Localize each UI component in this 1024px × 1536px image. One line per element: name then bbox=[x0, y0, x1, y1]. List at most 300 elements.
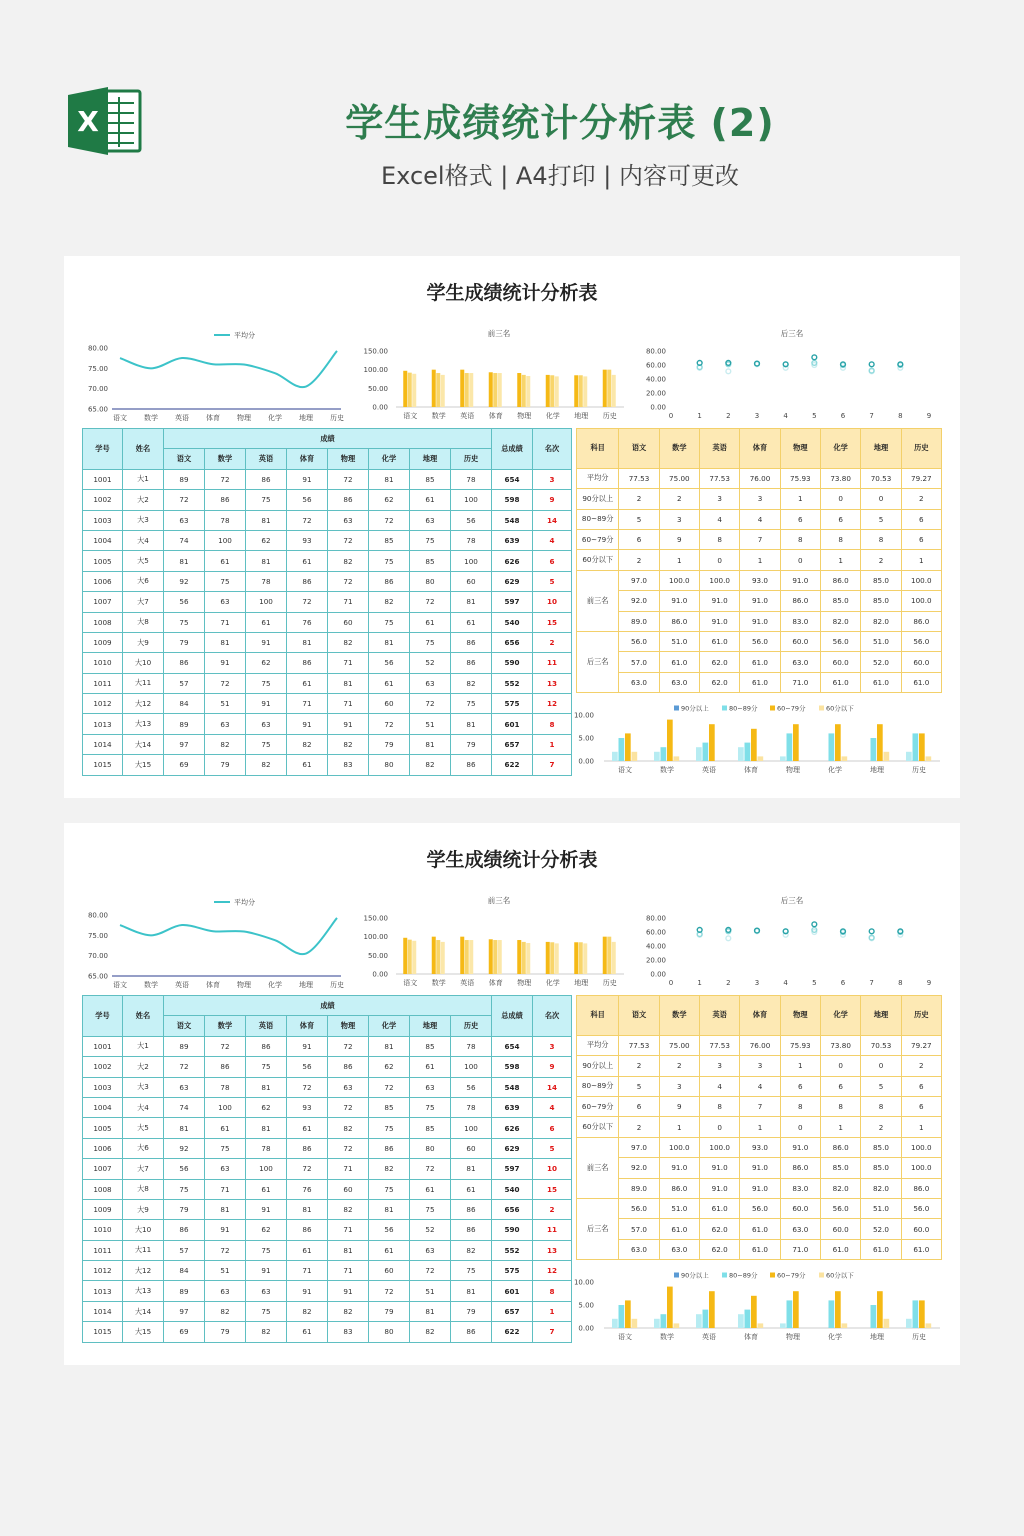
table-cell: 80 bbox=[369, 755, 410, 775]
x-tick-label: 体育 bbox=[206, 981, 220, 989]
x-tick-label: 数学 bbox=[431, 412, 446, 420]
table-cell: 1 bbox=[533, 1301, 572, 1321]
stat-label: 80~89分 bbox=[577, 509, 619, 529]
scatter-point bbox=[869, 929, 874, 934]
avg-line-chart bbox=[82, 893, 347, 993]
x-tick-label: 5 bbox=[812, 979, 817, 987]
table-cell: 63 bbox=[410, 673, 451, 693]
table-cell: 100 bbox=[205, 530, 246, 550]
table-cell: 1003 bbox=[83, 1077, 123, 1097]
rank-cell: 91.0 bbox=[780, 570, 820, 590]
sheet-title: 学生成绩统计分析表 bbox=[426, 282, 598, 304]
table-row bbox=[83, 1159, 572, 1179]
table-cell: 1009 bbox=[83, 632, 123, 652]
bar bbox=[667, 1287, 673, 1328]
rank-cell: 61.0 bbox=[901, 672, 941, 692]
table-cell: 1009 bbox=[83, 1199, 123, 1219]
stat-label: 80~89分 bbox=[577, 1076, 619, 1096]
header-total: 总成绩 bbox=[492, 429, 533, 470]
legend-label: 60~79分 bbox=[777, 704, 806, 713]
table-cell: 1001 bbox=[83, 1036, 123, 1056]
stat-cell: 6 bbox=[901, 529, 941, 549]
rank-row bbox=[577, 672, 942, 692]
bar bbox=[493, 373, 497, 407]
table-cell: 72 bbox=[328, 1097, 369, 1117]
header-subject: 体育 bbox=[287, 1016, 328, 1036]
stat-cell: 0 bbox=[700, 1117, 740, 1137]
table-cell: 8 bbox=[533, 1281, 572, 1301]
sheet-preview-2 bbox=[64, 823, 960, 1365]
bottom3-scatter-chart bbox=[644, 326, 944, 426]
top3-bar-chart bbox=[362, 893, 632, 993]
x-tick-label: 2 bbox=[726, 979, 731, 987]
header-subject: 地理 bbox=[861, 996, 901, 1036]
table-cell: 60 bbox=[451, 1138, 492, 1158]
x-tick-label: 体育 bbox=[488, 412, 503, 420]
avg-line-series bbox=[120, 918, 337, 954]
x-tick-label: 历史 bbox=[330, 981, 344, 989]
table-cell: 52 bbox=[410, 653, 451, 673]
rank-cell: 62.0 bbox=[700, 672, 740, 692]
table-cell: 629 bbox=[492, 1138, 533, 1158]
rank-row bbox=[577, 1219, 942, 1239]
stat-cell: 6 bbox=[901, 1096, 941, 1116]
table-cell: 86 bbox=[164, 653, 205, 673]
header-subject: 数学 bbox=[205, 1016, 246, 1036]
stat-cell: 5 bbox=[619, 1076, 659, 1096]
bar bbox=[412, 941, 416, 974]
bar bbox=[403, 371, 407, 407]
table-cell: 60 bbox=[328, 612, 369, 632]
rank-cell: 61.0 bbox=[740, 1239, 780, 1259]
header-subject: 化学 bbox=[820, 996, 860, 1036]
legend-label: 60分以下 bbox=[826, 704, 854, 713]
table-cell: 大12 bbox=[123, 694, 164, 714]
x-tick-label: 9 bbox=[926, 412, 932, 420]
table-cell: 575 bbox=[492, 694, 533, 714]
table-cell: 71 bbox=[287, 694, 328, 714]
stat-row bbox=[577, 1076, 942, 1096]
rank-cell: 93.0 bbox=[740, 1137, 780, 1157]
table-cell: 1007 bbox=[83, 592, 123, 612]
header-subject: 体育 bbox=[740, 429, 780, 469]
rank-cell: 91.0 bbox=[740, 591, 780, 611]
x-tick-label: 语文 bbox=[618, 1333, 632, 1341]
rank-cell: 56.0 bbox=[619, 1198, 659, 1218]
table-cell: 1008 bbox=[83, 1179, 123, 1199]
y-tick-label: 80.00 bbox=[87, 911, 108, 920]
bar bbox=[842, 1323, 848, 1328]
rank-cell: 61.0 bbox=[659, 1219, 699, 1239]
table-cell: 72 bbox=[369, 714, 410, 734]
rank-cell: 52.0 bbox=[861, 1219, 901, 1239]
bar bbox=[546, 375, 550, 407]
table-cell: 78 bbox=[451, 1036, 492, 1056]
table-cell: 72 bbox=[410, 592, 451, 612]
x-tick-label: 地理 bbox=[299, 414, 313, 422]
legend-label: 60分以下 bbox=[826, 1271, 854, 1280]
page-subtitle: Excel格式 | A4打印 | 内容可更改 bbox=[381, 162, 739, 190]
stat-cell: 6 bbox=[780, 1076, 820, 1096]
header-name: 姓名 bbox=[123, 996, 164, 1037]
legend-swatch bbox=[674, 706, 679, 711]
bar bbox=[926, 1323, 932, 1328]
stat-cell: 9 bbox=[659, 529, 699, 549]
table-cell: 78 bbox=[451, 530, 492, 550]
table-cell: 656 bbox=[492, 1199, 533, 1219]
header-subject: 物理 bbox=[780, 996, 820, 1036]
legend-label: 平均分 bbox=[234, 898, 255, 907]
x-tick-label: 物理 bbox=[237, 981, 251, 989]
table-cell: 1012 bbox=[83, 1261, 123, 1281]
top3-label: 前三名 bbox=[577, 570, 619, 631]
bar bbox=[703, 743, 709, 761]
y-tick-label: 100.00 bbox=[363, 933, 388, 942]
table-cell: 1013 bbox=[83, 714, 123, 734]
bar bbox=[751, 729, 757, 761]
table-cell: 1015 bbox=[83, 1322, 123, 1342]
table-cell: 86 bbox=[246, 469, 287, 489]
rank-cell: 60.0 bbox=[820, 652, 860, 672]
header-subject: 地理 bbox=[410, 1016, 451, 1036]
bar bbox=[906, 752, 912, 761]
table-row bbox=[83, 1301, 572, 1321]
header-subject-label: 科目 bbox=[577, 429, 619, 469]
table-cell: 82 bbox=[328, 1301, 369, 1321]
bar bbox=[583, 943, 587, 974]
y-tick-label: 150.00 bbox=[363, 914, 388, 923]
stat-row bbox=[577, 550, 942, 570]
table-row bbox=[83, 734, 572, 754]
table-cell: 56 bbox=[287, 490, 328, 510]
table-cell: 91 bbox=[328, 1281, 369, 1301]
header-rank: 名次 bbox=[533, 996, 572, 1037]
x-tick-label: 物理 bbox=[517, 979, 532, 987]
table-cell: 79 bbox=[369, 1301, 410, 1321]
table-cell: 大4 bbox=[123, 530, 164, 550]
bar bbox=[787, 733, 793, 761]
bar bbox=[607, 370, 611, 407]
header-subject: 地理 bbox=[861, 429, 901, 469]
stat-cell: 79.27 bbox=[901, 1035, 941, 1055]
rank-cell: 100.0 bbox=[901, 591, 941, 611]
stat-row bbox=[577, 529, 942, 549]
rank-cell: 56.0 bbox=[740, 631, 780, 651]
x-tick-label: 数学 bbox=[431, 979, 446, 987]
rank-row bbox=[577, 1239, 942, 1259]
table-row bbox=[83, 1057, 572, 1077]
stat-label: 60分以下 bbox=[577, 550, 619, 570]
table-cell: 82 bbox=[246, 1322, 287, 1342]
table-cell: 75 bbox=[369, 612, 410, 632]
table-cell: 1007 bbox=[83, 1159, 123, 1179]
stat-cell: 8 bbox=[700, 529, 740, 549]
table-cell: 57 bbox=[164, 673, 205, 693]
table-cell: 81 bbox=[328, 673, 369, 693]
bar bbox=[526, 376, 530, 407]
table-row bbox=[83, 653, 572, 673]
rank-row bbox=[577, 1178, 942, 1198]
stat-cell: 0 bbox=[780, 1117, 820, 1137]
table-cell: 61 bbox=[205, 1118, 246, 1138]
table-cell: 91 bbox=[246, 1199, 287, 1219]
table-cell: 3 bbox=[533, 469, 572, 489]
bar bbox=[579, 375, 583, 407]
table-row bbox=[83, 1199, 572, 1219]
table-cell: 81 bbox=[410, 734, 451, 754]
x-tick-label: 8 bbox=[898, 979, 903, 987]
bar bbox=[696, 1314, 702, 1328]
stat-cell: 8 bbox=[861, 1096, 901, 1116]
table-cell: 82 bbox=[328, 1199, 369, 1219]
x-tick-label: 7 bbox=[869, 412, 874, 420]
table-row bbox=[83, 592, 572, 612]
stat-cell: 2 bbox=[619, 1117, 659, 1137]
rank-cell: 100.0 bbox=[659, 570, 699, 590]
bar bbox=[913, 1300, 919, 1328]
table-cell: 72 bbox=[328, 1036, 369, 1056]
table-cell: 81 bbox=[246, 551, 287, 571]
bar bbox=[884, 1319, 890, 1328]
rank-cell: 89.0 bbox=[619, 611, 659, 631]
y-tick-label: 80.00 bbox=[645, 347, 666, 356]
rank-cell: 91.0 bbox=[700, 1178, 740, 1198]
rank-cell: 86.0 bbox=[820, 570, 860, 590]
table-row bbox=[83, 1220, 572, 1240]
rank-row bbox=[577, 631, 942, 651]
rank-cell: 91.0 bbox=[740, 1158, 780, 1178]
stat-cell: 2 bbox=[861, 1117, 901, 1137]
header-subject: 化学 bbox=[369, 1016, 410, 1036]
table-cell: 89 bbox=[164, 714, 205, 734]
table-cell: 91 bbox=[205, 1220, 246, 1240]
bar bbox=[758, 756, 764, 761]
stat-row bbox=[577, 1056, 942, 1076]
table-cell: 626 bbox=[492, 1118, 533, 1138]
table-cell: 81 bbox=[451, 714, 492, 734]
table-cell: 629 bbox=[492, 571, 533, 591]
stat-cell: 7 bbox=[740, 1096, 780, 1116]
table-cell: 51 bbox=[410, 1281, 451, 1301]
table-cell: 654 bbox=[492, 1036, 533, 1056]
stat-row bbox=[577, 489, 942, 509]
table-row bbox=[83, 1077, 572, 1097]
y-tick-label: 70.00 bbox=[87, 952, 108, 961]
y-tick-label: 60.00 bbox=[645, 361, 666, 370]
header-subject: 语文 bbox=[164, 449, 205, 469]
rank-cell: 85.0 bbox=[820, 1158, 860, 1178]
y-tick-label: 150.00 bbox=[363, 347, 388, 356]
stat-cell: 4 bbox=[740, 509, 780, 529]
table-cell: 1012 bbox=[83, 694, 123, 714]
stat-label: 平均分 bbox=[577, 1035, 619, 1055]
table-row bbox=[83, 1118, 572, 1138]
table-cell: 72 bbox=[164, 1057, 205, 1077]
table-cell: 大11 bbox=[123, 1240, 164, 1260]
table-cell: 52 bbox=[410, 1220, 451, 1240]
table-cell: 72 bbox=[328, 1138, 369, 1158]
table-cell: 61 bbox=[287, 1240, 328, 1260]
x-tick-label: 9 bbox=[926, 979, 932, 987]
rank-cell: 92.0 bbox=[619, 591, 659, 611]
rank-cell: 56.0 bbox=[820, 631, 860, 651]
bar bbox=[674, 756, 680, 761]
table-cell: 82 bbox=[451, 673, 492, 693]
table-cell: 74 bbox=[164, 530, 205, 550]
bar bbox=[412, 374, 416, 407]
header-subject: 历史 bbox=[901, 429, 941, 469]
y-tick-label: 50.00 bbox=[367, 951, 388, 960]
table-cell: 91 bbox=[246, 632, 287, 652]
table-cell: 81 bbox=[246, 510, 287, 530]
rank-cell: 57.0 bbox=[619, 652, 659, 672]
x-tick-label: 语文 bbox=[403, 412, 418, 420]
table-cell: 大15 bbox=[123, 755, 164, 775]
stat-cell: 76.00 bbox=[740, 468, 780, 488]
stat-cell: 4 bbox=[700, 509, 740, 529]
x-tick-label: 历史 bbox=[912, 1333, 926, 1341]
table-cell: 1002 bbox=[83, 1057, 123, 1077]
table-cell: 63 bbox=[205, 592, 246, 612]
rank-cell: 85.0 bbox=[861, 570, 901, 590]
scatter-point bbox=[726, 936, 731, 941]
table-cell: 15 bbox=[533, 612, 572, 632]
bar bbox=[835, 1291, 841, 1328]
chart-title: 后三名 bbox=[780, 329, 804, 338]
rank-cell: 61.0 bbox=[700, 631, 740, 651]
table-cell: 69 bbox=[164, 1322, 205, 1342]
table-cell: 79 bbox=[164, 1199, 205, 1219]
legend-swatch bbox=[819, 706, 824, 711]
bar bbox=[517, 373, 521, 407]
table-cell: 72 bbox=[287, 592, 328, 612]
bar bbox=[632, 752, 638, 761]
scatter-point bbox=[726, 369, 731, 374]
bar bbox=[919, 733, 925, 761]
table-cell: 79 bbox=[205, 1322, 246, 1342]
stat-cell: 2 bbox=[901, 1056, 941, 1076]
table-cell: 85 bbox=[410, 469, 451, 489]
rank-cell: 82.0 bbox=[861, 1178, 901, 1198]
table-cell: 81 bbox=[410, 1301, 451, 1321]
stat-cell: 0 bbox=[861, 1056, 901, 1076]
table-cell: 86 bbox=[287, 571, 328, 591]
x-tick-label: 语文 bbox=[113, 981, 127, 989]
table-cell: 84 bbox=[164, 1261, 205, 1281]
table-cell: 81 bbox=[328, 1240, 369, 1260]
x-tick-label: 语文 bbox=[403, 979, 418, 987]
table-cell: 86 bbox=[287, 1220, 328, 1240]
table-cell: 71 bbox=[205, 612, 246, 632]
table-cell: 71 bbox=[205, 1179, 246, 1199]
rank-cell: 100.0 bbox=[901, 570, 941, 590]
table-cell: 86 bbox=[451, 755, 492, 775]
table-cell: 62 bbox=[369, 490, 410, 510]
table-cell: 97 bbox=[164, 734, 205, 754]
x-tick-label: 数学 bbox=[660, 766, 674, 774]
table-cell: 大7 bbox=[123, 592, 164, 612]
table-row bbox=[83, 755, 572, 775]
table-cell: 大9 bbox=[123, 1199, 164, 1219]
rank-cell: 86.0 bbox=[659, 1178, 699, 1198]
table-cell: 15 bbox=[533, 1179, 572, 1199]
rank-cell: 82.0 bbox=[861, 611, 901, 631]
rank-cell: 97.0 bbox=[619, 570, 659, 590]
header-subject: 英语 bbox=[246, 449, 287, 469]
student-score-table bbox=[82, 995, 572, 1343]
table-cell: 大14 bbox=[123, 1301, 164, 1321]
y-tick-label: 10.00 bbox=[574, 1278, 594, 1287]
table-cell: 639 bbox=[492, 530, 533, 550]
x-tick-label: 化学 bbox=[268, 414, 282, 422]
bar bbox=[871, 1305, 877, 1328]
bar bbox=[550, 942, 554, 974]
table-cell: 86 bbox=[369, 571, 410, 591]
table-cell: 86 bbox=[369, 1138, 410, 1158]
table-cell: 72 bbox=[369, 1077, 410, 1097]
table-cell: 84 bbox=[164, 694, 205, 714]
bar bbox=[884, 752, 890, 761]
rank-cell: 63.0 bbox=[659, 1239, 699, 1259]
table-cell: 78 bbox=[246, 571, 287, 591]
table-cell: 74 bbox=[164, 1097, 205, 1117]
rank-cell: 100.0 bbox=[700, 570, 740, 590]
table-cell: 86 bbox=[328, 490, 369, 510]
bar bbox=[654, 752, 660, 761]
bar bbox=[709, 1291, 715, 1328]
table-cell: 89 bbox=[164, 1281, 205, 1301]
table-cell: 540 bbox=[492, 1179, 533, 1199]
legend-label: 90分以上 bbox=[681, 704, 709, 713]
y-tick-label: 10.00 bbox=[574, 711, 594, 720]
stat-row bbox=[577, 1117, 942, 1137]
bar bbox=[667, 720, 673, 761]
table-cell: 100 bbox=[205, 1097, 246, 1117]
table-cell: 81 bbox=[164, 1118, 205, 1138]
table-cell: 5 bbox=[533, 571, 572, 591]
header-subject: 体育 bbox=[740, 996, 780, 1036]
bar bbox=[709, 724, 715, 761]
avg-line-series bbox=[120, 351, 337, 387]
table-cell: 82 bbox=[205, 734, 246, 754]
table-cell: 598 bbox=[492, 1057, 533, 1077]
header-subject: 语文 bbox=[164, 1016, 205, 1036]
bottom3-label: 后三名 bbox=[577, 631, 619, 692]
stat-cell: 1 bbox=[659, 550, 699, 570]
bar bbox=[661, 1314, 667, 1328]
bar bbox=[906, 1319, 912, 1328]
table-cell: 81 bbox=[246, 1077, 287, 1097]
rank-row bbox=[577, 1198, 942, 1218]
legend-label: 90分以上 bbox=[681, 1271, 709, 1280]
header-subject: 化学 bbox=[820, 429, 860, 469]
bar bbox=[787, 1300, 793, 1328]
stat-cell: 1 bbox=[901, 550, 941, 570]
table-cell: 81 bbox=[369, 1036, 410, 1056]
table-cell: 75 bbox=[205, 1138, 246, 1158]
rank-cell: 52.0 bbox=[861, 652, 901, 672]
legend-swatch bbox=[722, 706, 727, 711]
rank-row bbox=[577, 652, 942, 672]
y-tick-label: 50.00 bbox=[367, 384, 388, 393]
scatter-point bbox=[812, 922, 817, 927]
table-row bbox=[83, 673, 572, 693]
table-cell: 82 bbox=[369, 1159, 410, 1179]
table-cell: 1005 bbox=[83, 1118, 123, 1138]
table-cell: 83 bbox=[328, 755, 369, 775]
x-tick-label: 英语 bbox=[460, 412, 475, 420]
table-cell: 62 bbox=[246, 1097, 287, 1117]
